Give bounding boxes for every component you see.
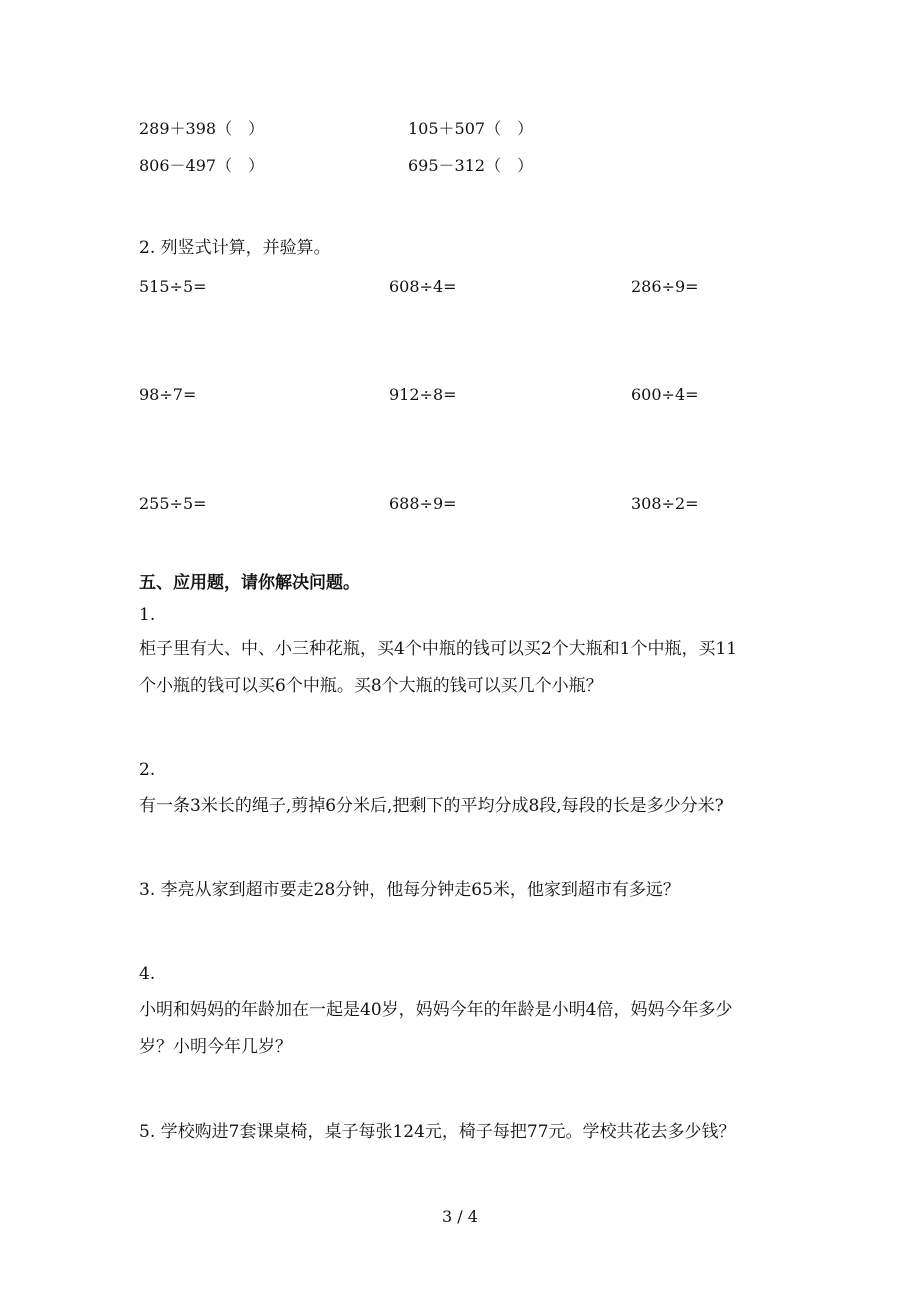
page-number: 3 / 4 (442, 1207, 478, 1226)
division-problem: 608÷4= (389, 277, 457, 296)
division-problem: 600÷4= (631, 385, 699, 404)
question-text: 柜子里有大、中、小三种花瓶，买4个中瓶的钱可以买2个大瓶和1个中瓶，买11 (139, 639, 738, 659)
estimation-item: 289＋398（ ） (139, 119, 265, 138)
question-number: 4. (139, 964, 156, 984)
question-text: 5. 学校购进7套课桌椅，桌子每张124元，椅子每把77元。学校共花去多少钱？ (139, 1122, 736, 1142)
division-problem: 912÷8= (389, 385, 457, 404)
division-problem: 308÷2= (631, 494, 699, 513)
question-text: 小明和妈妈的年龄加在一起是40岁，妈妈今年的年龄是小明4倍，妈妈今年多少 (139, 1000, 733, 1020)
division-problem: 286÷9= (631, 277, 699, 296)
question-text: 3. 李亮从家到超市要走28分钟，他每分钟走65米，他家到超市有多远？ (139, 880, 680, 900)
division-problem: 515÷5= (139, 277, 207, 296)
estimation-item: 695－312（ ） (408, 156, 534, 175)
estimation-item: 105＋507（ ） (408, 119, 534, 138)
division-problem: 98÷7= (139, 385, 197, 404)
section-heading: 五、应用题，请你解决问题。 (139, 573, 360, 593)
estimation-item: 806－497（ ） (139, 156, 265, 175)
section-title: 2. 列竖式计算，并验算。 (139, 238, 331, 258)
question-text: 岁？小明今年几岁？ (139, 1037, 292, 1057)
division-problem: 688÷9= (389, 494, 457, 513)
question-number: 1. (139, 605, 156, 625)
division-problem: 255÷5= (139, 494, 207, 513)
question-text: 个小瓶的钱可以买6个中瓶。买8个大瓶的钱可以买几个小瓶？ (139, 676, 603, 696)
question-number: 2. (139, 760, 156, 780)
question-text: 有一条3米长的绳子,剪掉6分米后,把剩下的平均分成8段,每段的长是多少分米? (139, 796, 724, 816)
